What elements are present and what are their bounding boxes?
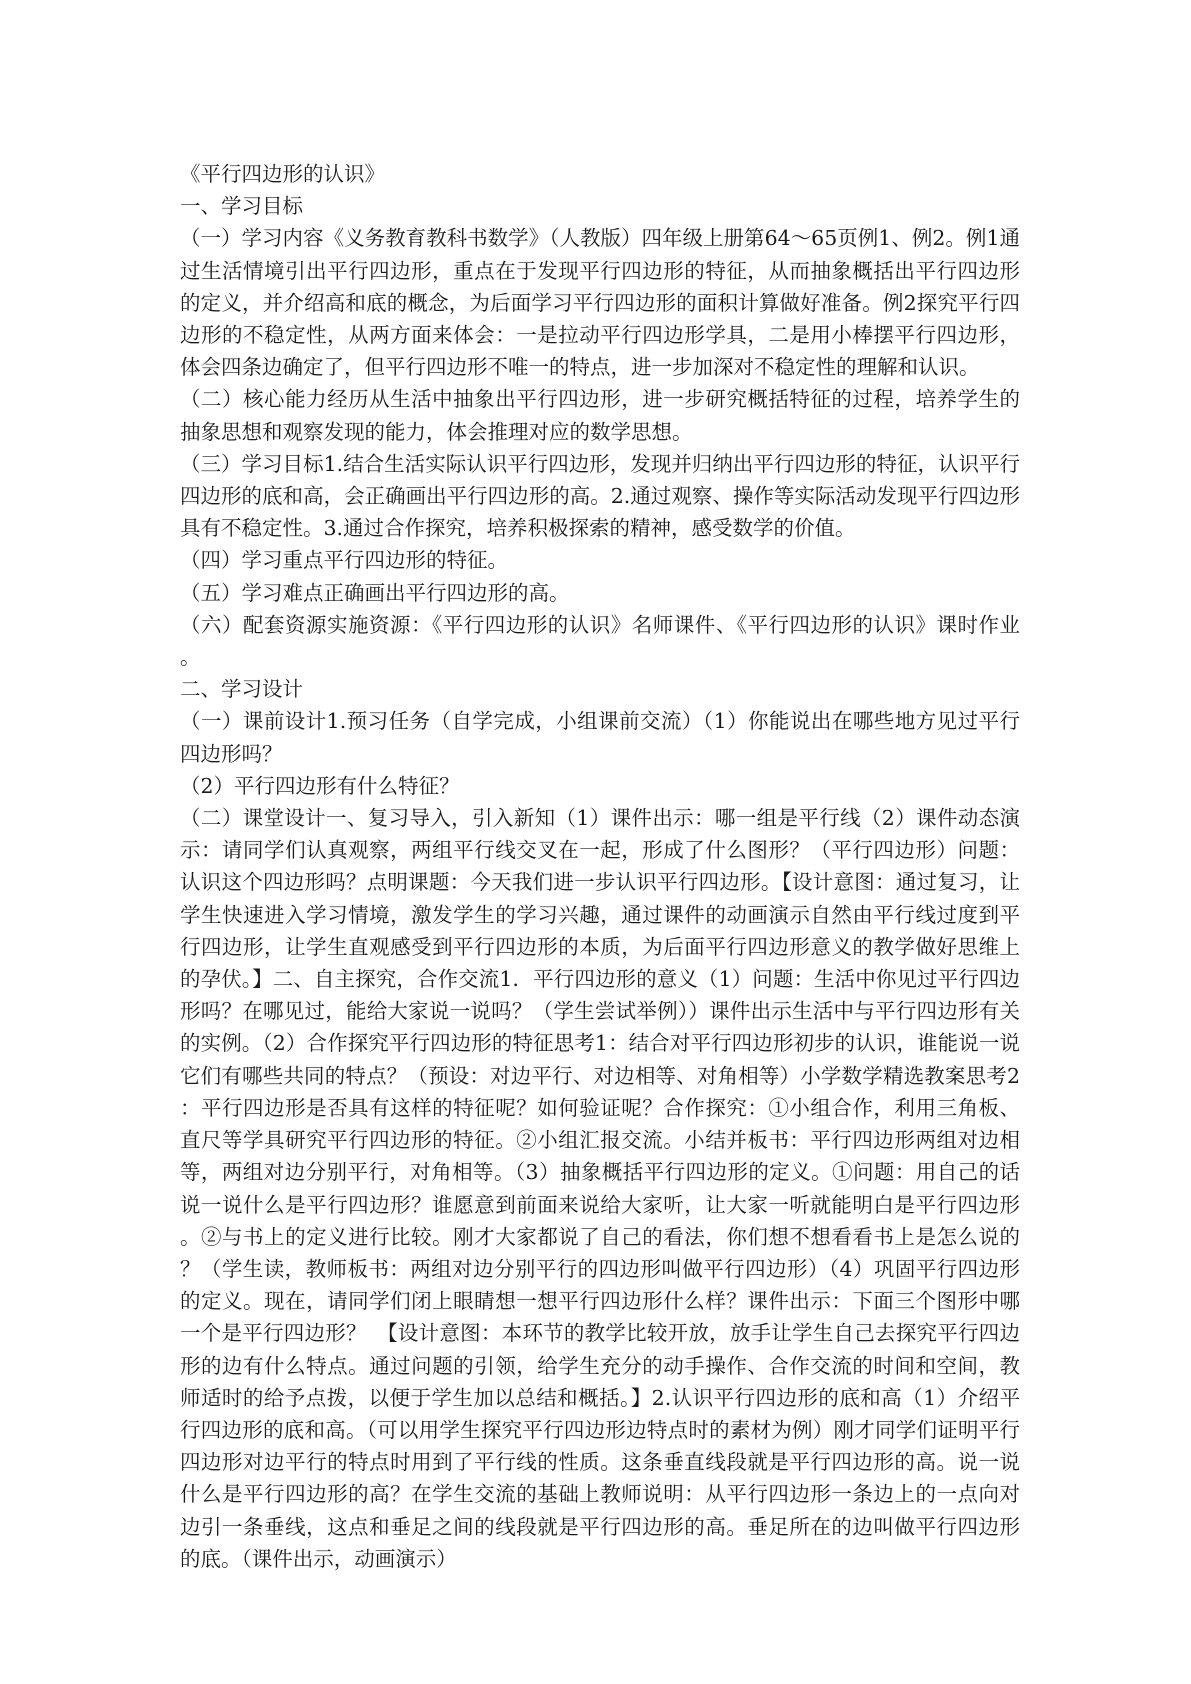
document-body: [180, 158, 1020, 1575]
section-heading-design: 二、学习设计: [180, 677, 303, 702]
paragraph-learning-content: （一）学习内容《义务教育教科书数学》（人教版）四年级上册第64～65页例1、例2。例1通过生活情境引出平行四边形，重点在于发现平行四边形的特征，从而抽象概括出平行四边形的定义，并介绍高和底的概念，为后面学习平行四边形的面积计算做好准备。例2探究平行四边形的不稳定性，从两方面来体会：一是拉动平行四边形学具，二是用小棒摆平行四边形，体会四条边确定了，但平行四边形不唯一的特点，进一步加深对不稳定性的理解和认识。: [180, 226, 1020, 380]
paragraph-learning-goals: （三）学习目标1.结合生活实际认识平行四边形，发现并归纳出平行四边形的特征，认识平行四边形的底和高，会正确画出平行四边形的高。2.通过观察、操作等实际活动发现平行四边形具有不稳定性。3.通过合作探究，培养积极探索的精神，感受数学的价值。: [180, 451, 1020, 541]
paragraph-preclass-design: （一）课前设计1.预习任务（自学完成，小组课前交流）（1）你能说出在哪些地方见过平行四边形吗？: [180, 709, 1020, 766]
document-title: 《平行四边形的认识》: [180, 162, 385, 186]
paragraph-difficulty: （五）学习难点正确画出平行四边形的高。: [180, 580, 570, 605]
paragraph-key-point: （四）学习重点平行四边形的特征。: [180, 548, 508, 573]
paragraph-preclass-question: （2）平行四边形有什么特征？: [180, 773, 460, 798]
section-heading-objectives: 一、学习目标: [180, 194, 303, 219]
paragraph-core-ability: （二）核心能力经历从生活中抽象出平行四边形，进一步研究概括特征的过程，培养学生的抽象思想和观察发现的能力，体会推理对应的数学思想。: [180, 387, 1020, 444]
paragraph-classroom-design: （二）课堂设计一、复习导入，引入新知（1）课件出示：哪一组是平行线（2）课件动态演示：请同学们认真观察，两组平行线交叉在一起，形成了什么图形？（平行四边形）问题：认识这个四边形吗？点明课题：今天我们进一步认识平行四边形。【设计意图：通过复习，让学生快速进入学习情境，激发学生的学习兴趣，通过课件的动画演示自然由平行线过度到平行四边形，让学生直观感受到平行四边形的本质，为后面平行四边形意义的教学做好思维上的孕伏。】二、自主探究，合作交流1．平行四边形的意义（1）问题：生活中你见过平行四边形吗？在哪见过，能给大家说一说吗？（学生尝试举例））课件出示生活中与平行四边形有关的实例。（2）合作探究平行四边形的特征思考1：结合对平行四边形初步的认识，谁能说一说它们有哪些共同的特点？（预设：对边平行、对边相等、对角相等）小学数学精选教案思考2：平行四边形是否具有这样的特征呢？如何验证呢？合作探究：①小组合作，利用三角板、直尺等学具研究平行四边形的特征。②小组汇报交流。小结并板书：平行四边形两组对边相等，两组对边分别平行，对角相等。（3）抽象概括平行四边形的定义。①问题：用自己的话说一说什么是平行四边形？谁愿意到前面来说给大家听，让大家一听就能明白是平行四边形。②与书上的定义进行比较。刚才大家都说了自己的看法，你们想不想看看书上是怎么说的？（学生读，教师板书：两组对边分别平行的四边形叫做平行四边形）（4）巩固平行四边形的定义。现在，请同学们闭上眼睛想一想平行四边形什么样？课件出示：下面三个图形中哪一个是平行四边形？ 【设计意图：本环节的教学比较开放，放手让学生自己去探究平行四边形的边有什么特点。通过问题的引领，给学生充分的动手操作、合作交流的时间和空间，教师适时的给予点拨，以便于学生加以总结和概括。】2.认识平行四边形的底和高（1）介绍平行四边形的底和高。（可以用学生探究平行四边形边特点时的素材为例）刚才同学们证明平行四边形对边平行的特点时用到了平行线的性质。这条垂直线段就是平行四边形的高。说一说什么是平行四边形的高？在学生交流的基础上教师说明：从平行四边形一条边上的一点向对边引一条垂线，这点和垂足之间的线段就是平行四边形的高。垂足所在的边叫做平行四边形的底。（课件出示，动画演示）: [180, 806, 1020, 1571]
paragraph-resources: （六）配套资源实施资源：《平行四边形的认识》名师课件、《平行四边形的认识》课时作业。: [180, 612, 1020, 670]
